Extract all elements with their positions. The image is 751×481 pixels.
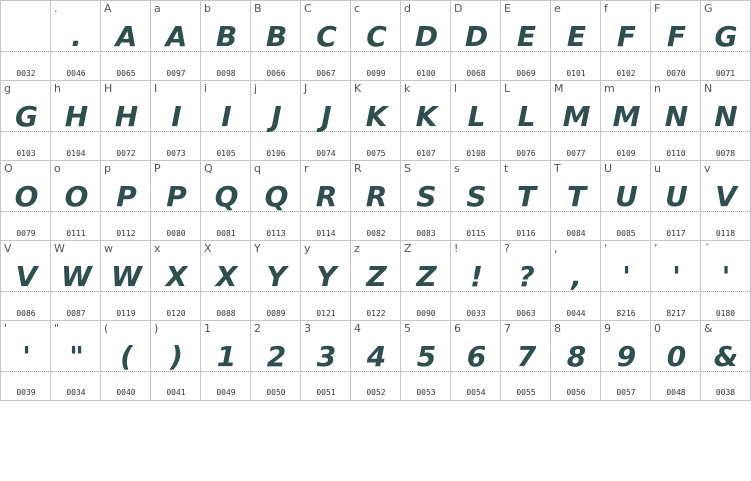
char-code: 0053 [416,388,436,397]
glyph-cell [200,240,251,321]
glyph-label: ! [454,242,459,255]
char-code: 8217 [666,309,686,318]
glyph-cell [300,160,351,241]
glyph-sample: U [665,180,687,213]
glyph-label: Z [404,242,412,255]
glyph-label: O [4,162,13,175]
glyph-sample [1,17,51,57]
glyph-label: ´ [704,242,710,255]
glyph-sample: Z [416,260,436,293]
glyph-sample: Y [266,260,286,293]
glyph-cell [450,0,501,81]
glyph-label: L [504,82,511,95]
glyph-cell [500,0,551,81]
glyph-sample: " [69,340,83,373]
char-code: 0072 [116,149,136,158]
glyph-sample: W [111,260,141,293]
glyph-label: u [654,162,661,175]
glyph-sample: ' [22,340,30,373]
glyph-sample: 7 [516,340,536,373]
char-code: 0180 [715,309,736,318]
glyph-cell [400,240,451,321]
glyph-label: x [154,242,161,255]
glyph-cell [100,80,151,161]
glyph-sample: Q [264,180,288,213]
glyph-cell [250,80,301,161]
glyph-cell [200,160,251,241]
char-code: 0090 [416,309,436,318]
char-code: 0122 [366,309,386,318]
glyph-cell [500,80,551,161]
glyph-label: T [554,162,561,175]
char-code: 0063 [516,309,536,318]
glyph-label: 9 [604,322,611,335]
glyph-label: n [654,82,661,95]
glyph-cell [350,240,401,321]
glyph-sample: ' [721,260,730,293]
glyph-cell [150,80,201,161]
char-code: 0068 [466,69,486,78]
glyph-cell [550,80,601,161]
glyph-sample: 0 [666,340,686,373]
char-code: 0106 [266,149,286,158]
char-code: 0082 [366,229,386,238]
glyph-label: P [154,162,161,175]
char-code: 0077 [566,149,586,158]
char-code: 0121 [316,309,336,318]
glyph-cell [500,240,551,321]
glyph-label: X [204,242,212,255]
glyph-label: I [154,82,158,95]
char-code: 0071 [715,69,736,78]
char-code: 0098 [216,69,236,78]
char-code: 0104 [66,149,86,158]
char-code: 0073 [166,149,186,158]
glyph-cell [450,160,501,241]
glyph-sample: , [571,260,581,293]
char-code: 0111 [66,229,86,238]
char-code: 0107 [416,149,436,158]
glyph-cell [550,240,601,321]
glyph-cell [50,320,101,401]
glyph-label: C [304,2,312,15]
glyph-cell [700,240,751,321]
glyph-sample: M [562,100,590,133]
char-code: 0041 [166,388,186,397]
char-code: 0083 [416,229,436,238]
glyph-sample: ) [170,340,182,373]
glyph-cell [650,0,701,81]
glyph-cell [50,240,101,321]
glyph-cell [550,0,601,81]
glyph-cell [300,320,351,401]
glyph-label: y [304,242,311,255]
glyph-cell [100,240,151,321]
glyph-label: h [54,82,61,95]
char-code: 0114 [316,229,336,238]
char-code: 0067 [316,69,336,78]
glyph-cell [250,320,301,401]
glyph-label: G [704,2,713,15]
glyph-sample: 3 [316,340,336,373]
char-code: 0110 [666,149,686,158]
glyph-label: , [554,242,558,255]
glyph-sample: P [116,180,136,213]
glyph-label: c [354,2,361,15]
glyph-label: M [554,82,564,95]
glyph-cell [250,160,301,241]
char-code: 0080 [166,229,186,238]
glyph-sample: ! [470,260,482,293]
glyph-label: Y [254,242,261,255]
char-code: 0102 [616,69,636,78]
glyph-sample: L [467,100,485,133]
glyph-sample: T [566,180,586,213]
glyph-label: j [254,82,258,95]
glyph-cell [600,240,651,321]
glyph-cell [550,160,601,241]
glyph-sample: P [166,180,186,213]
glyph-cell [500,320,551,401]
glyph-cell [0,80,51,161]
char-code: 0097 [166,69,186,78]
char-code: 0057 [616,388,636,397]
glyph-cell [650,320,701,401]
char-code: 0076 [516,149,536,158]
glyph-sample: V [15,260,37,293]
glyph-label: H [104,82,113,95]
glyph-label: S [404,162,411,175]
glyph-label: e [554,2,561,15]
glyph-sample: S [416,180,436,213]
glyph-label: v [704,162,711,175]
glyph-sample: R [315,180,337,213]
glyph-label: d [404,2,411,15]
glyph-label: ? [504,242,510,255]
glyph-label: z [354,242,360,255]
glyph-label: . [54,2,58,15]
glyph-label: ( [104,322,109,335]
glyph-label: R [354,162,362,175]
glyph-cell [600,80,651,161]
glyph-sample: R [365,180,387,213]
glyph-label: s [454,162,460,175]
glyph-cell [300,240,351,321]
glyph-cell [400,80,451,161]
glyph-label: K [354,82,362,95]
char-code: 0088 [216,309,236,318]
glyph-sample: F [666,20,686,53]
glyph-cell [400,0,451,81]
char-code: 0108 [466,149,486,158]
glyph-sample: G [15,100,37,133]
glyph-sample: ? [518,260,534,293]
glyph-cell [50,80,101,161]
char-code: 0070 [666,69,686,78]
glyph-sample: 2 [266,340,286,373]
glyph-label: 7 [504,322,511,335]
glyph-label: r [304,162,309,175]
char-code: 0081 [216,229,236,238]
glyph-sample: U [615,180,637,213]
glyph-sample: 5 [416,340,436,373]
glyph-sample: N [664,100,688,133]
glyph-label: k [404,82,411,95]
glyph-label: ‘ [604,242,608,255]
glyph-label: 1 [204,322,211,335]
char-code: 0038 [715,388,736,397]
glyph-label: N [704,82,713,95]
glyph-label: 3 [304,322,311,335]
glyph-sample: K [415,100,437,133]
glyph-cell [450,320,501,401]
glyph-sample: O [14,180,38,213]
glyph-label: 4 [354,322,361,335]
char-code: 0078 [715,149,736,158]
glyph-sample: X [165,260,187,293]
glyph-label: 8 [554,322,561,335]
glyph-label: i [204,82,208,95]
glyph-sample: M [612,100,640,133]
glyph-sample: E [566,20,586,53]
glyph-sample: ( [120,340,132,373]
glyph-cell [350,0,401,81]
char-code: 0116 [516,229,536,238]
glyph-cell [600,0,651,81]
glyph-sample: 1 [216,340,236,373]
glyph-label: l [454,82,458,95]
char-code: 0115 [466,229,486,238]
char-code: 0101 [566,69,586,78]
glyph-sample: C [366,20,386,53]
glyph-sample: O [64,180,88,213]
glyph-label: p [104,162,111,175]
char-code: 8216 [616,309,636,318]
glyph-cell [200,80,251,161]
glyph-cell [400,160,451,241]
glyph-sample: 6 [466,340,486,373]
glyph-label: B [254,2,262,15]
glyph-label: 0 [654,322,661,335]
glyph-label: 6 [454,322,461,335]
char-code: 0089 [266,309,286,318]
glyph-cell [150,320,201,401]
glyph-cell [700,160,751,241]
glyph-sample: Z [366,260,386,293]
glyph-cell [100,160,151,241]
char-code: 0055 [516,388,536,397]
glyph-label: a [154,2,161,15]
char-code: 0040 [116,388,136,397]
glyph-label: b [204,2,211,15]
glyph-sample: L [517,100,535,133]
glyph-sample: D [414,20,438,53]
char-code: 0112 [116,229,136,238]
char-code: 0048 [666,388,686,397]
glyph-label: w [104,242,113,255]
glyph-sample: ' [622,260,630,293]
char-code: 0065 [116,69,136,78]
glyph-sample: 4 [366,340,386,373]
glyph-cell [350,320,401,401]
char-code: 0051 [316,388,336,397]
glyph-sample: & [713,340,738,373]
glyph-sample: K [365,100,387,133]
glyph-label: ' [4,322,8,335]
char-code: 0056 [566,388,586,397]
glyph-sample: H [114,100,138,133]
glyph-cell [300,0,351,81]
glyph-cell [150,160,201,241]
glyph-cell [50,0,101,81]
char-code: 0120 [166,309,186,318]
glyph-cell [50,160,101,241]
glyph-sample: W [61,260,91,293]
glyph-cell [650,240,701,321]
glyph-label: V [4,242,12,255]
glyph-cell [400,320,451,401]
glyph-cell [500,160,551,241]
glyph-cell [700,0,751,81]
glyph-sample: . [71,20,81,53]
char-code: 0066 [266,69,286,78]
glyph-cell [450,80,501,161]
glyph-sample: 9 [616,340,636,373]
glyph-sample: A [165,20,187,53]
char-code: 0109 [616,149,636,158]
glyph-sample: I [171,100,181,133]
glyph-cell [300,80,351,161]
glyph-label: " [54,322,60,335]
glyph-sample: S [466,180,486,213]
glyph-sample: F [616,20,636,53]
char-code: 0046 [66,69,86,78]
glyph-label: t [504,162,509,175]
glyph-sample: 8 [566,340,586,373]
glyph-sample: C [316,20,336,53]
glyph-cell [150,0,201,81]
glyph-label: W [54,242,65,255]
glyph-cell [700,80,751,161]
glyph-label: q [254,162,261,175]
glyph-cell [0,320,51,401]
char-code: 0054 [466,388,486,397]
glyph-label: A [104,2,112,15]
char-code: 0085 [616,229,636,238]
glyph-label: Q [204,162,213,175]
glyph-sample: Q [214,180,238,213]
glyph-sample: ' [672,260,680,293]
glyph-label: 5 [404,322,411,335]
glyph-sample: X [215,260,237,293]
glyph-label: o [54,162,61,175]
glyph-sample: Y [316,260,336,293]
glyph-label: m [604,82,615,95]
glyph-sample: D [464,20,488,53]
glyph-cell [450,240,501,321]
glyph-label: ’ [654,242,658,255]
glyph-label: & [704,322,713,335]
glyph-sample: E [516,20,536,53]
char-code: 0099 [366,69,386,78]
glyph-cell [100,320,151,401]
glyph-cell [150,240,201,321]
glyph-label: f [604,2,608,15]
glyph-cell [550,320,601,401]
glyph-sample: B [215,20,237,53]
char-code: 0032 [16,69,36,78]
glyph-sample: H [64,100,88,133]
glyph-sample: T [516,180,536,213]
char-code: 0103 [16,149,36,158]
char-code: 0113 [266,229,286,238]
glyph-label: E [504,2,511,15]
char-code: 0075 [366,149,386,158]
glyph-cell [0,160,51,241]
char-code: 0100 [416,69,436,78]
glyph-label: D [454,2,463,15]
glyph-cell [700,320,751,401]
glyph-cell [250,0,301,81]
glyph-cell [200,0,251,81]
glyph-label: U [604,162,613,175]
glyph-sample: I [221,100,231,133]
char-code: 0049 [216,388,236,397]
glyph-cell [250,240,301,321]
char-code: 0034 [66,388,86,397]
char-code: 0069 [516,69,536,78]
glyph-cell [0,0,51,81]
glyph-sample: V [715,180,736,213]
glyph-sample: G [714,20,737,53]
glyph-cell [650,160,701,241]
glyph-cell [350,80,401,161]
glyph-cell [350,160,401,241]
glyph-sample: A [115,20,137,53]
glyph-label: ) [154,322,159,335]
glyph-cell [0,240,51,321]
char-code: 0119 [116,309,136,318]
char-code: 0033 [466,309,486,318]
glyph-sample: J [321,100,331,133]
char-code: 0084 [566,229,586,238]
glyph-cell [200,320,251,401]
glyph-cell [600,160,651,241]
glyph-label: g [4,82,11,95]
glyph-label: J [304,82,308,95]
glyph-sample: N [714,100,737,133]
glyph-cell [650,80,701,161]
char-code: 0079 [16,229,36,238]
char-code: 0105 [216,149,236,158]
glyph-label: 2 [254,322,261,335]
glyph-cell [100,0,151,81]
glyph-sample: B [265,20,287,53]
char-code: 0087 [66,309,86,318]
char-code: 0118 [715,229,736,238]
glyph-cell [600,320,651,401]
char-code: 0050 [266,388,286,397]
char-code: 0074 [316,149,336,158]
char-code: 0052 [366,388,386,397]
glyph-sample: J [271,100,281,133]
char-code: 0086 [16,309,36,318]
char-code: 0044 [566,309,586,318]
char-code: 0117 [666,229,686,238]
char-code: 0039 [16,388,36,397]
glyph-label: F [654,2,661,15]
